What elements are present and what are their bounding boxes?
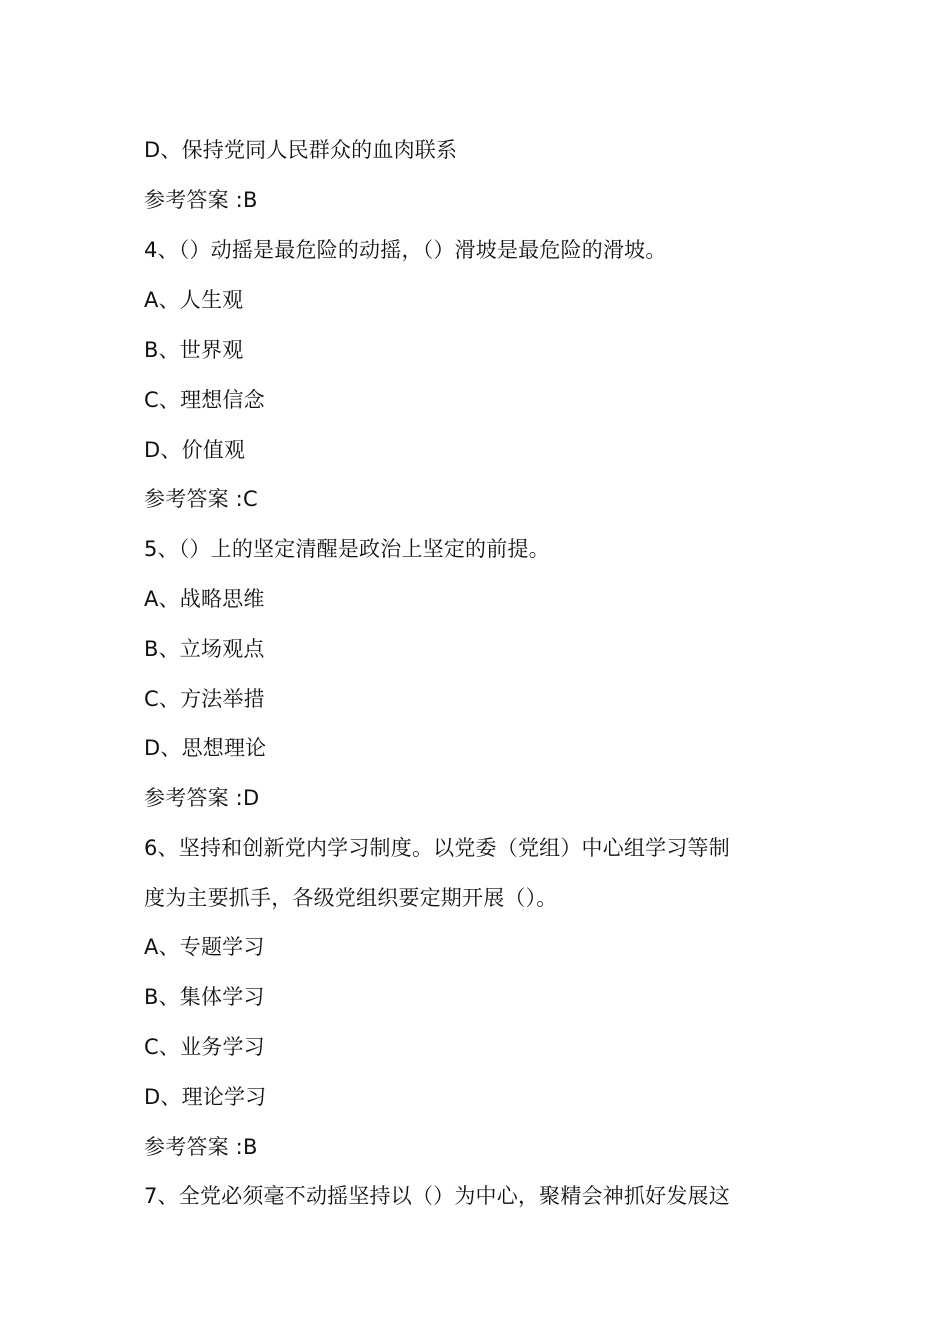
option-c-q6: C、业务学习 [144, 1035, 265, 1059]
option-d-q3: D、保持党同人民群众的血肉联系 [144, 138, 458, 162]
option-d-q4: D、价值观 [144, 438, 246, 462]
option-b-q5: B、立场观点 [144, 637, 265, 661]
question-5: 5、（）上的坚定清醒是政治上坚定的前提。 [144, 537, 550, 561]
option-a-q6: A、专题学习 [144, 935, 265, 959]
answer-q4: 参考答案 :C [144, 487, 258, 511]
answer-q6: 参考答案 :B [144, 1135, 258, 1159]
option-b-q6: B、集体学习 [144, 985, 265, 1009]
option-c-q5: C、方法举措 [144, 687, 265, 711]
option-b-q4: B、世界观 [144, 338, 244, 362]
answer-q5: 参考答案 :D [144, 786, 260, 810]
answer-q3: 参考答案 :B [144, 188, 258, 212]
option-c-q4: C、理想信念 [144, 388, 265, 412]
question-7-line-1: 7、全党必须毫不动摇坚持以（）为中心，聚精会神抓好发展这 [144, 1184, 730, 1208]
question-6-line-2: 度为主要抓手，各级党组织要定期开展（）。 [144, 886, 558, 910]
option-d-q6: D、理论学习 [144, 1085, 267, 1109]
question-4: 4、（）动摇是最危险的动摇，（）滑坡是最危险的滑坡。 [144, 238, 667, 262]
option-a-q4: A、人生观 [144, 288, 244, 312]
option-d-q5: D、思想理论 [144, 736, 267, 760]
option-a-q5: A、战略思维 [144, 587, 265, 611]
question-6-line-1: 6、坚持和创新党内学习制度。以党委（党组）中心组学习等制 [144, 836, 730, 860]
